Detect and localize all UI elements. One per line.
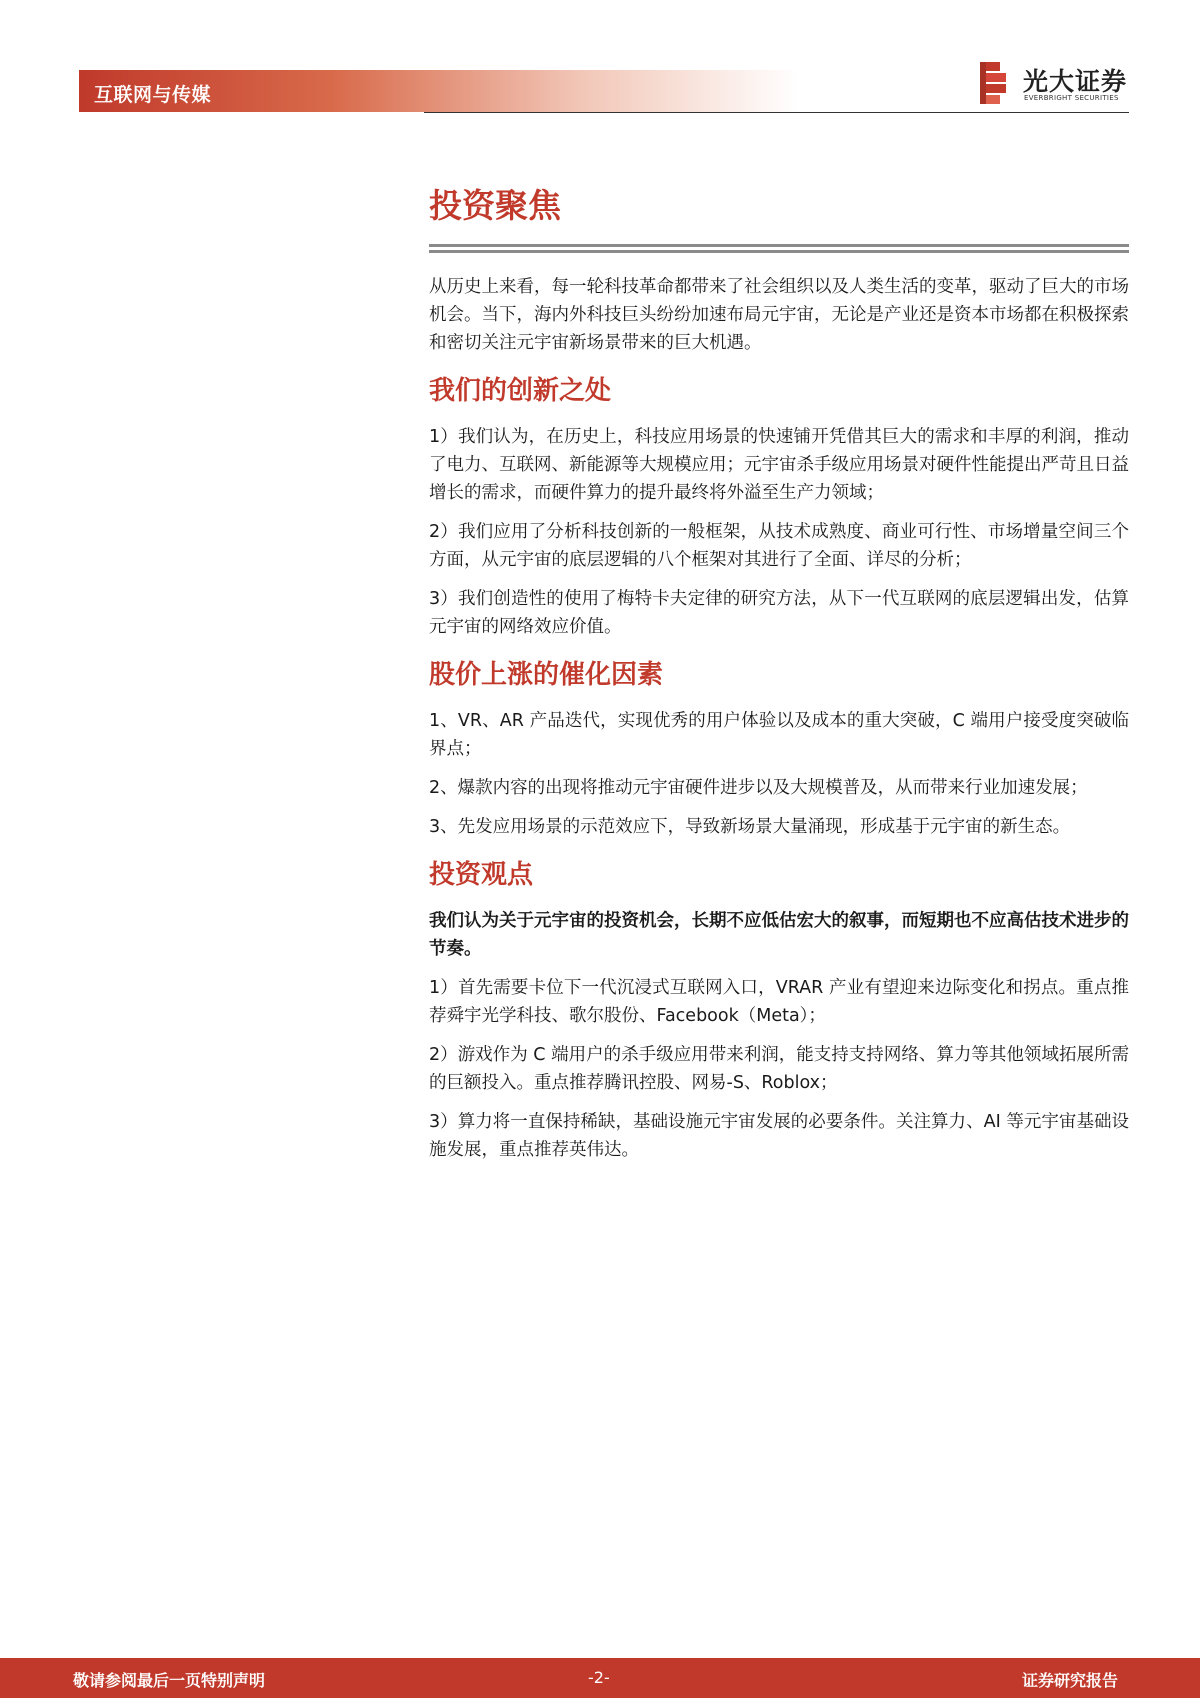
list-item: 2）我们应用了分析科技创新的一般框架，从技术成熟度、商业可行性、市场增量空间三个方面，从元宇宙的底层逻辑的八个框架对其进行了全面、详尽的分析； [429,522,1129,570]
list-item: 1）首先需要卡位下一代沉浸式互联网入口，VRAR 产业有望迎来边际变化和拐点。重点推荐舜宇光学科技、歌尔股份、Facebook（Meta）； [429,978,1129,1026]
intro-paragraph: 从历史上来看，每一轮科技革命都带来了社会组织以及人类生活的变革，驱动了巨大的市场机会。当下，海内外科技巨头纷纷加速布局元宇宙，无论是产业还是资本市场都在积极探索和密切关注元宇宙新场景带来的巨大机遇。 [429,277,1129,353]
investment-view-lead: 我们认为关于元宇宙的投资机会，长期不应低估宏大的叙事，而短期也不应高估技术进步的节奏。 [429,911,1129,959]
list-item: 1、VR、AR 产品迭代，实现优秀的用户体验以及成本的重大突破，C 端用户接受度突破临界点； [429,711,1129,759]
logo-text-cn: 光大证券 [1023,67,1128,96]
list-item: 1）我们认为，在历史上，科技应用场景的快速铺开凭借其巨大的需求和丰厚的利润，推动了电力、互联网、新能源等大规模应用；元宇宙杀手级应用场景对硬件性能提出严苛且日益增长的需求，而硬件算力的提升最终将外溢至生产力领域； [429,427,1129,503]
footer-bar [0,1658,1200,1698]
everbright-logo-mark [978,60,1012,106]
footer-report-type: 证券研究报告 [1021,1671,1118,1690]
header-section-label: 互联网与传媒 [94,84,212,106]
section-title-innovation: 我们的创新之处 [429,376,612,406]
section-title-investment-view: 投资观点 [429,860,534,890]
page-title: 投资聚焦 [429,186,561,225]
list-item: 3）我们创造性的使用了梅特卡夫定律的研究方法，从下一代互联网的底层逻辑出发，估算元宇宙的网络效应价值。 [429,589,1129,637]
list-item: 2、爆款内容的出现将推动元宇宙硬件进步以及大规模普及，从而带来行业加速发展； [429,778,1088,798]
list-item: 2）游戏作为 C 端用户的杀手级应用带来利润，能支持支持网络、算力等其他领域拓展所需的巨额投入。重点推荐腾讯控股、网易-S、Roblox； [429,1045,1129,1093]
title-double-rule [429,244,1129,253]
list-item: 3、先发应用场景的示范效应下，导致新场景大量涌现，形成基于元宇宙的新生态。 [429,817,1071,837]
logo-text-en: EVERBRIGHT SECURITIES [1024,94,1119,102]
section-title-catalysts: 股价上涨的催化因素 [429,660,664,690]
main-content [429,180,1129,1175]
footer-disclaimer: 敬请参阅最后一页特别声明 [73,1671,266,1690]
page-number: -2- [588,1668,610,1687]
list-item: 3）算力将一直保持稀缺，基础设施元宇宙发展的必要条件。关注算力、AI 等元宇宙基础设施发展，重点推荐英伟达。 [429,1112,1129,1160]
everbright-logo [978,60,1128,108]
header-rule [424,112,1129,113]
